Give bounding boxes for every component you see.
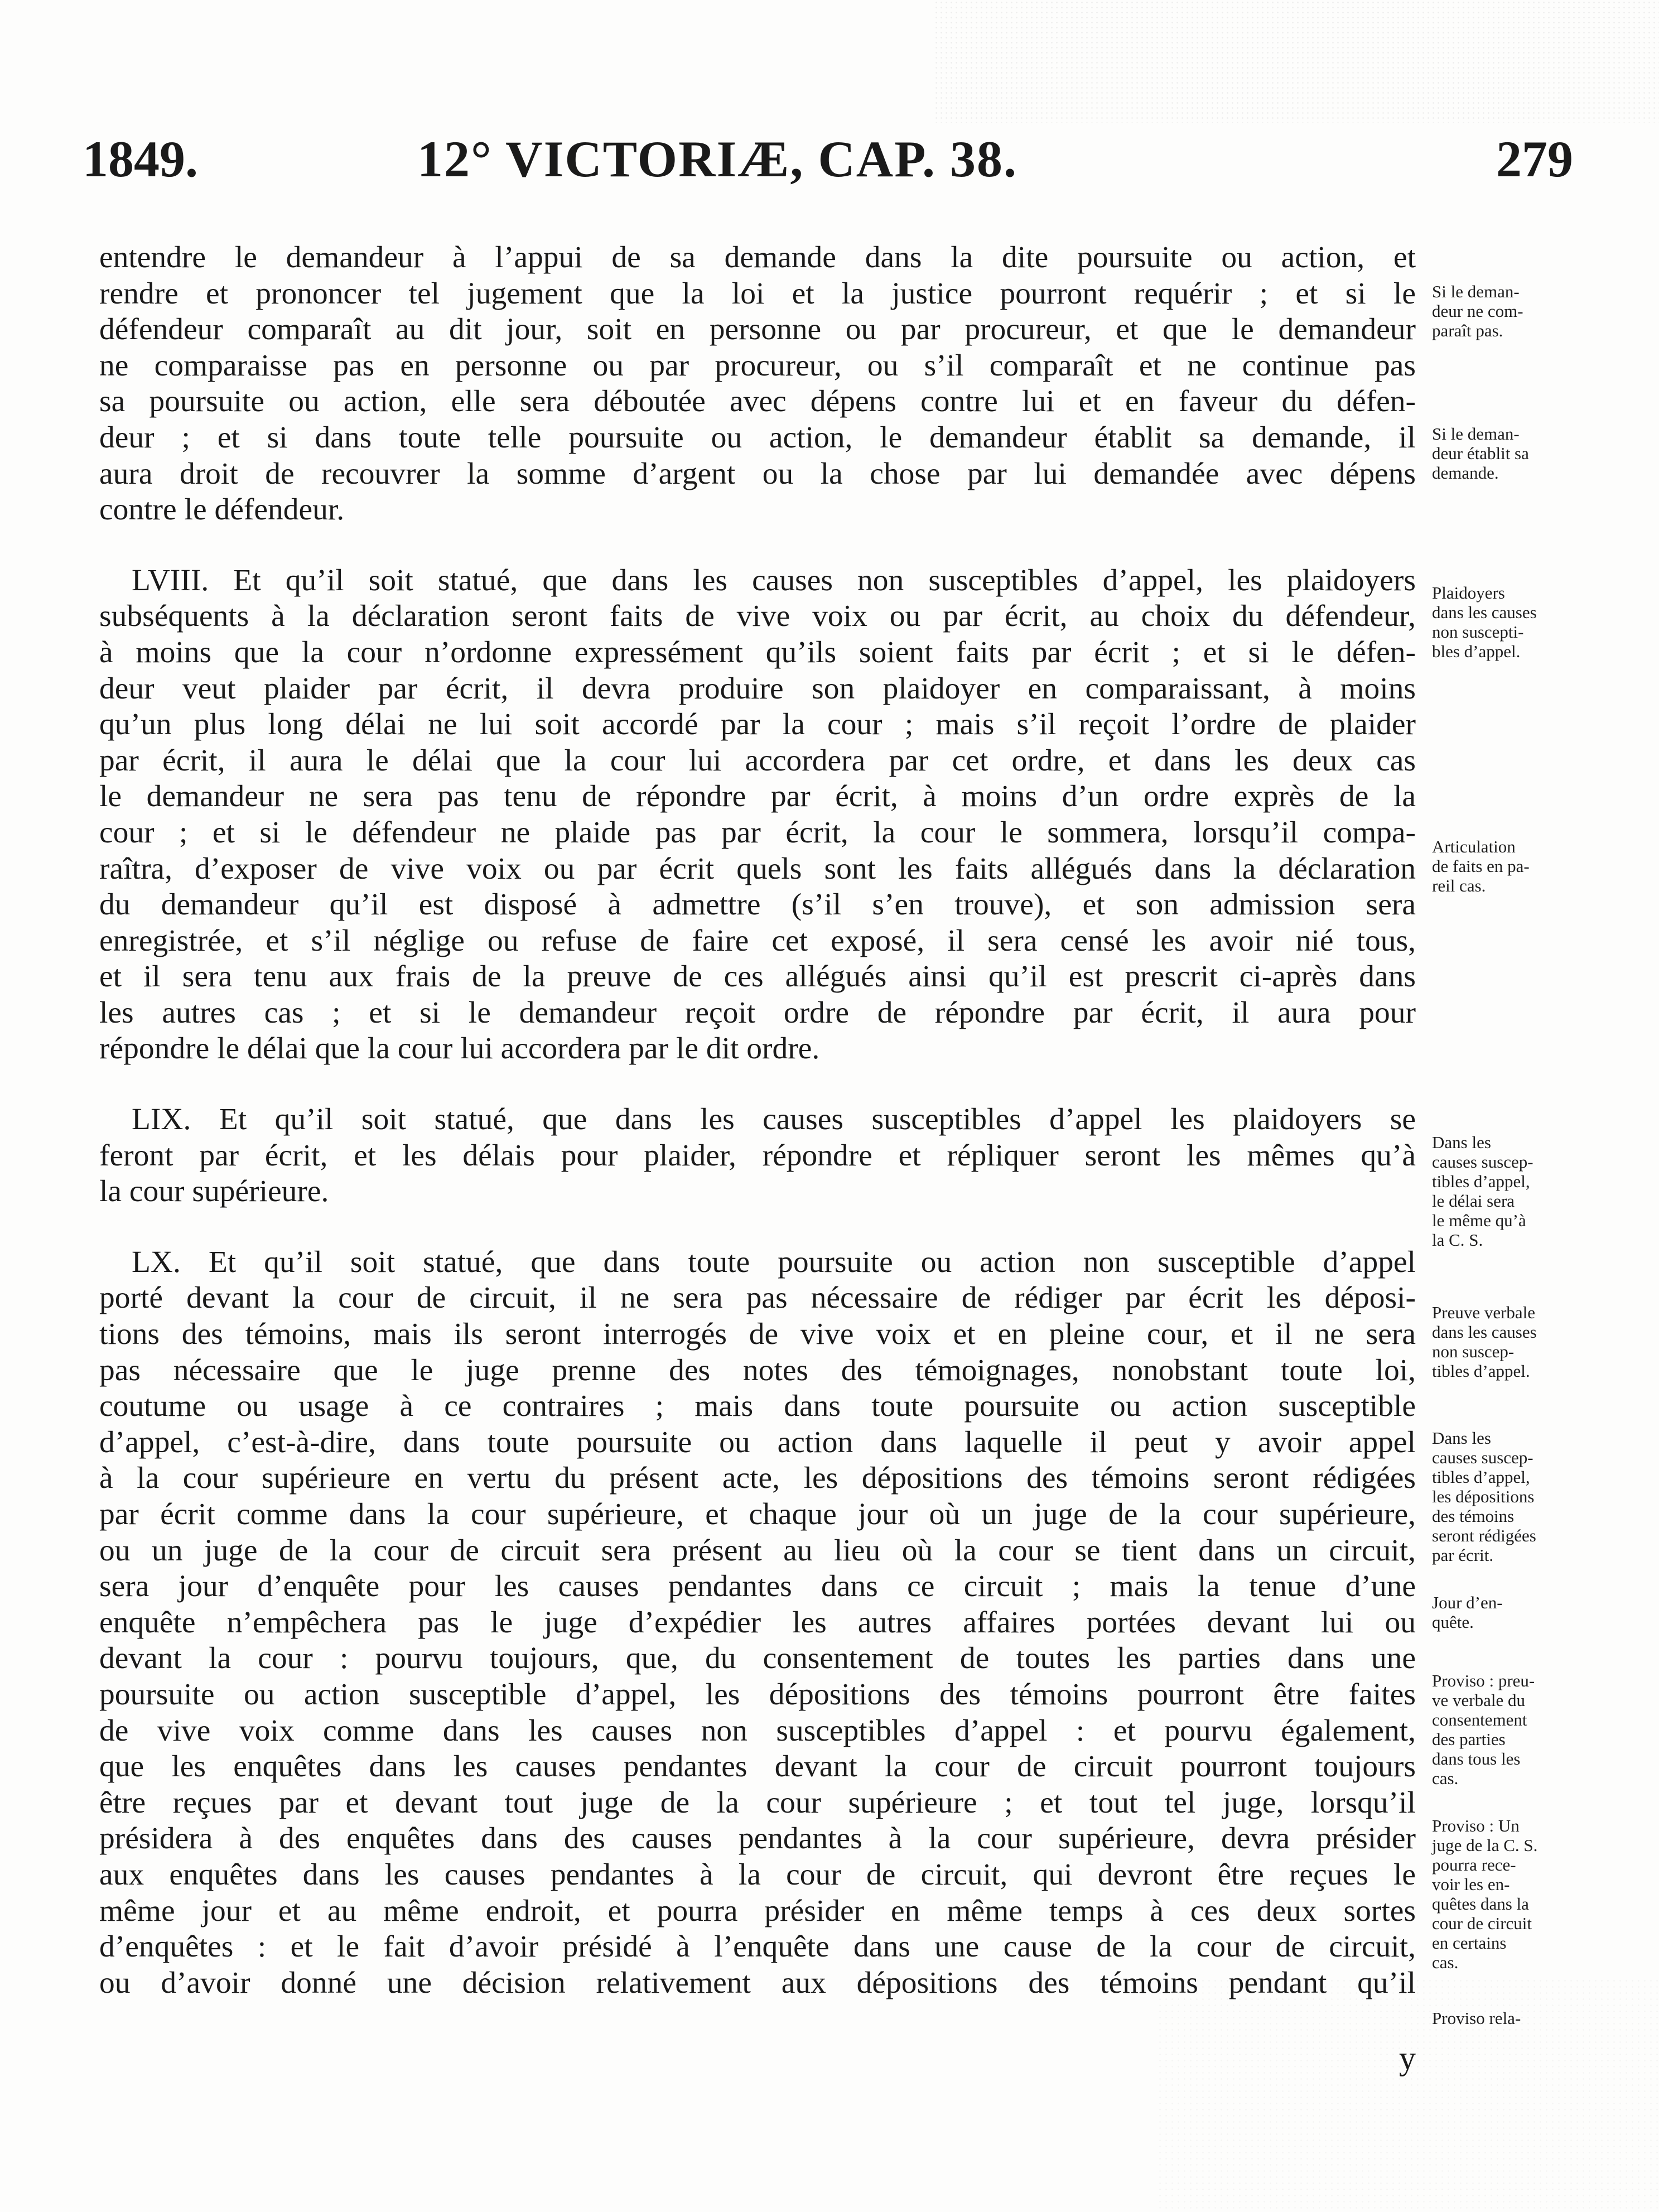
text-line: LX. Et qu’il soit statué, que dans toute poursuite ou action non susceptible d’appel — [132, 1245, 1416, 1279]
text-line: sa poursuite ou action, elle sera déboutée avec dépens contre lui et en faveur du défen- — [99, 384, 1416, 419]
scan-noise — [934, 0, 1659, 123]
header-title: 12° VICTORIÆ, CAP. 38. — [417, 131, 1017, 187]
text-line: entendre le demandeur à l’appui de sa demande dans la dite poursuite ou action, et — [99, 240, 1416, 274]
paragraph-lviii — [99, 563, 1416, 1067]
margin-note: Si le deman- deur ne com- paraît pas. — [1432, 282, 1523, 340]
text-line: rendre et prononcer tel jugement que la loi et la justice pourront requérir ; et si le — [99, 276, 1416, 311]
text-line: LVIII. Et qu’il soit statué, que dans les causes non susceptibles d’appel, les plaidoyers — [132, 563, 1416, 597]
text-line: porté devant la cour de circuit, il ne sera pas nécessaire de rédiger par écrit les déposi- — [99, 1281, 1416, 1315]
text-line: devant la cour : pourvu toujours, que, du consentement de toutes les parties dans une — [99, 1641, 1416, 1676]
text-line: raîtra, d’exposer de vive voix ou par écrit quels sont les faits allégués dans la déclaration — [99, 851, 1416, 886]
text-line: du demandeur qu’il est disposé à admettre (s’il s’en trouve), et son admission sera — [99, 888, 1416, 922]
paragraph-lix — [99, 1102, 1416, 1210]
margin-note: Plaidoyers dans les causes non suscepti- bles d’appel. — [1432, 583, 1537, 661]
text-line: être reçues par et devant tout juge de la cour supérieure ; et tout tel juge, lorsqu’il — [99, 1785, 1416, 1820]
margin-note: Dans les causes suscep- tibles d’appel, le délai sera le même qu’à la C. S. — [1432, 1132, 1533, 1250]
text-line: tions des témoins, mais ils seront interrogés de vive voix et en pleine cour, et il ne sera — [99, 1317, 1416, 1352]
text-line: cour ; et si le défendeur ne plaide pas par écrit, la cour le sommera, lorsqu’il compa- — [99, 815, 1416, 850]
text-line: défendeur comparaît au dit jour, soit en personne ou par procureur, et que le demandeur — [99, 312, 1416, 347]
text-line: ou d’avoir donné une décision relativement aux dépositions des témoins pendant qu’il — [99, 1965, 1416, 2000]
margin-note: Dans les causes suscep- tibles d’appel, les dépositions des témoins seront rédigées par écrit. — [1432, 1428, 1536, 1565]
text-line: deur ; et si dans toute telle poursuite ou action, le demandeur établit sa demande, il — [99, 420, 1416, 455]
text-line: par écrit, il aura le délai que la cour lui accordera par cet ordre, et dans les deux cas — [99, 743, 1416, 778]
text-line: feront par écrit, et les délais pour plaider, répondre et répliquer seront les mêmes qu’à — [99, 1138, 1416, 1173]
text-line: coutume ou usage à ce contraires ; mais dans toute poursuite ou action susceptible — [99, 1389, 1416, 1424]
text-line: sera jour d’enquête pour les causes pendantes dans ce circuit ; mais la tenue d’une — [99, 1569, 1416, 1604]
margin-note: Proviso : preu- ve verbale du consentement des parties dans tous les cas. — [1432, 1671, 1535, 1788]
text-line: ne comparaisse pas en personne ou par procureur, ou s’il comparaît et ne continue pas — [99, 348, 1416, 383]
margin-note: Si le deman- deur établit sa demande. — [1432, 424, 1529, 483]
header-year: 1849. — [83, 131, 198, 187]
text-line: et il sera tenu aux frais de la preuve de ces allégués ainsi qu’il est prescrit ci-après dans — [99, 960, 1416, 994]
text-line: le demandeur ne sera pas tenu de répondre par écrit, à moins d’un ordre exprès de la — [99, 779, 1416, 814]
text-line: poursuite ou action susceptible d’appel, les dépositions des témoins pourront être faites — [99, 1677, 1416, 1712]
text-line: de vive voix comme dans les causes non susceptibles d’appel : et pourvu également, — [99, 1713, 1416, 1748]
text-line: à moins que la cour n’ordonne expressément qu’ils soient faits par écrit ; et si le défen- — [99, 635, 1416, 669]
page-number: 279 — [1496, 131, 1573, 187]
margin-note: Jour d’en- quête. — [1432, 1593, 1503, 1632]
body-text — [99, 240, 1416, 2001]
margin-note: Articulation de faits en pa- reil cas. — [1432, 837, 1530, 895]
text-line: aux enquêtes dans les causes pendantes à la cour de circuit, qui devront être reçues le — [99, 1857, 1416, 1892]
text-line: les autres cas ; et si le demandeur reçoit ordre de répondre par écrit, il aura pour — [99, 995, 1416, 1030]
margin-note: Proviso : Un juge de la C. S. pourra rece- voir les en- quêtes dans la cour de circuit en certains cas. — [1432, 1816, 1538, 1972]
text-line: contre le défendeur. — [99, 493, 345, 527]
text-line: pas nécessaire que le juge prenne des notes des témoignages, nonobstant toute loi, — [99, 1353, 1416, 1387]
text-line: d’appel, c’est-à-dire, dans toute poursuite ou action dans laquelle il peut y avoir appel — [99, 1425, 1416, 1459]
text-line: aura droit de recouvrer la somme d’argent ou la chose par lui demandée avec dépens — [99, 456, 1416, 491]
text-line: la cour supérieure. — [99, 1174, 329, 1209]
text-line: répondre le délai que la cour lui accordera par le dit ordre. — [99, 1032, 820, 1066]
text-line: que les enquêtes dans les causes pendantes devant la cour de circuit pourront toujours — [99, 1750, 1416, 1784]
paragraph-continuation — [99, 240, 1416, 528]
text-line: enregistrée, et s’il néglige ou refuse de faire cet exposé, il sera censé les avoir nié tous, — [99, 923, 1416, 958]
text-line: présidera à des enquêtes dans des causes pendantes à la cour supérieure, devra présider — [99, 1821, 1416, 1856]
margin-note: Preuve verbale dans les causes non suscep- tibles d’appel. — [1432, 1303, 1537, 1381]
text-line: subséquents à la déclaration seront faits de vive voix ou par écrit, au choix du défendeur, — [99, 599, 1416, 634]
text-line: à la cour supérieure en vertu du présent acte, les dépositions des témoins seront rédigées — [99, 1461, 1416, 1496]
text-line: qu’un plus long délai ne lui soit accordé par la cour ; mais s’il reçoit l’ordre de plaider — [99, 707, 1416, 742]
text-line: ou un juge de la cour de circuit sera présent au lieu où la cour se tient dans un circuit, — [99, 1533, 1416, 1568]
text-line: par écrit comme dans la cour supérieure, et chaque jour où un juge de la cour supérieure, — [99, 1497, 1416, 1531]
running-header — [83, 126, 1573, 192]
text-line: LIX. Et qu’il soit statué, que dans les causes susceptibles d’appel les plaidoyers se — [132, 1102, 1416, 1137]
text-line: même jour et au même endroit, et pourra présider en même temps à ces deux sortes — [99, 1893, 1416, 1928]
paragraph-lx — [99, 1245, 1416, 2001]
text-line: d’enquêtes : et le fait d’avoir présidé à l’enquête dans une cause de la cour de circuit, — [99, 1930, 1416, 1964]
text-line: deur veut plaider par écrit, il devra produire son plaidoyer en comparaissant, à moins — [99, 671, 1416, 706]
margin-note: Proviso rela- — [1432, 2008, 1521, 2028]
signature-mark: y — [1399, 2040, 1416, 2076]
text-line: enquête n’empêchera pas le juge d’expédier les autres affaires portées devant lui ou — [99, 1605, 1416, 1640]
